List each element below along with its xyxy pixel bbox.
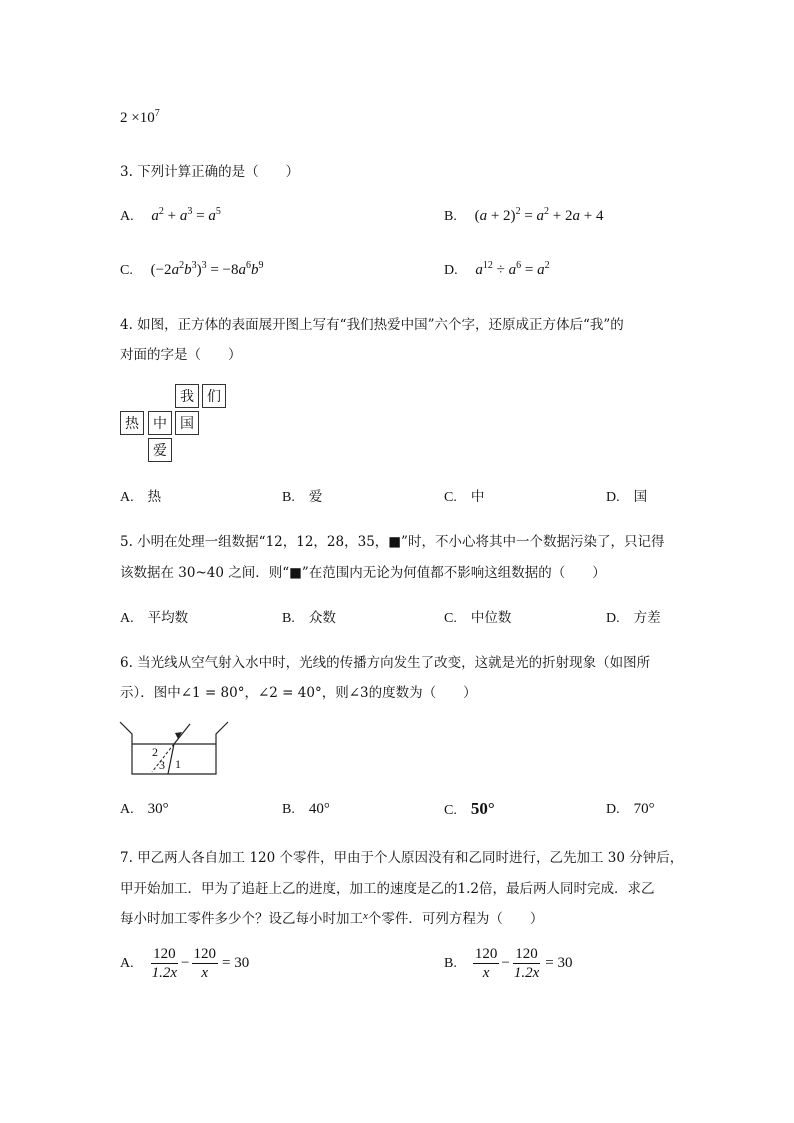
frac-denominator: x	[482, 965, 490, 981]
q6-option-a-label: A.	[120, 802, 134, 817]
fragment-base: 2	[120, 110, 128, 126]
q5-line2: 该数据在 30~40 之间．则“■”在范围内无论为何值都不影响这组数据的（ ）	[120, 565, 606, 581]
net-cell-guo: 国	[175, 411, 199, 435]
q7-line3	[120, 907, 543, 927]
q7-option-b[interactable]: B. $\frac{120}{x}$ − $\frac{120}{1.2x}$ = 30	[444, 946, 573, 981]
q3-option-d-label: D.	[444, 263, 458, 278]
q5-option-b-text: 众数	[308, 610, 336, 626]
q3-option-a-label: A.	[120, 209, 134, 224]
q5-option-c[interactable]	[444, 606, 511, 627]
q7-option-a-rhs: = 30	[222, 955, 250, 971]
net-cell-ai: 爱	[148, 438, 172, 462]
q5-option-c-text: 中位数	[470, 610, 512, 626]
q3-option-c-label: C.	[120, 263, 133, 278]
net-cell-re: 热	[120, 411, 144, 435]
net-cell-men: 们	[202, 384, 226, 408]
q4-option-b[interactable]	[282, 485, 322, 506]
q3-option-a[interactable]	[120, 208, 221, 225]
q5-option-b[interactable]	[282, 606, 336, 627]
q3-option-d[interactable]	[444, 262, 550, 279]
q4-option-b-label: B.	[282, 490, 295, 505]
net-cell-zhong: 中	[148, 411, 172, 435]
fragment-ten: 10	[139, 110, 155, 126]
q6-option-a[interactable]	[120, 801, 169, 818]
q6-line2: 示）．图中∠1 = 80°，∠2 = 40°，则∠3的度数为（ ）	[120, 685, 477, 701]
frac-numerator: 120	[515, 946, 538, 962]
q4-option-a[interactable]	[120, 485, 161, 506]
q4-line2: 对面的字是（ ）	[120, 347, 242, 363]
q3-option-a-formula: $a^2 + a^3 = a^5$	[151, 206, 221, 224]
q4-option-d[interactable]	[606, 485, 647, 506]
frac-denominator: x	[201, 965, 209, 981]
q3-option-b[interactable]	[444, 208, 603, 225]
q4-option-d-text: 国	[633, 489, 648, 505]
q6-option-c[interactable]	[444, 799, 495, 819]
refraction-figure	[118, 718, 230, 778]
q7-option-b-frac1	[473, 945, 500, 982]
q5-line1: 5. 小明在处理一组数据“12，12，28，35，■”时，不小心将其中一个数据污染了，只记得	[120, 534, 665, 550]
q5-option-d-text: 方差	[633, 610, 661, 626]
q6-option-b[interactable]	[282, 801, 330, 818]
q4-line1: 4. 如图，正方体的表面展开图上写有“我们热爱中国”六个字，还原成正方体后“我”的	[120, 317, 624, 333]
q7-option-b-frac2	[512, 945, 541, 982]
q4-option-a-label: A.	[120, 490, 134, 505]
angle-2-label: 2	[152, 745, 158, 759]
fragment-times: ×	[131, 110, 140, 126]
q4-option-c-label: C.	[444, 490, 457, 505]
q6-option-d[interactable]	[606, 801, 655, 818]
q5-option-a-label: A.	[120, 611, 134, 626]
frac-numerator: 120	[153, 946, 176, 962]
q7-option-a-frac1	[150, 945, 179, 982]
q6-line1: 6. 当光线从空气射入水中时，光线的传播方向发生了改变，这就是光的折射现象（如图所	[120, 655, 651, 671]
q6-option-d-label: D.	[606, 802, 620, 817]
q4-option-c-text: 中	[470, 489, 485, 505]
q6-option-c-label: C.	[444, 803, 457, 818]
q6-option-d-text: 70°	[633, 801, 655, 817]
q4-option-c[interactable]	[444, 485, 484, 506]
q7-option-a[interactable]: A. $\frac{120}{1.2x}$ − $\frac{120}{x}$ = 30	[120, 946, 250, 981]
previous-answer-fragment	[120, 110, 160, 127]
q5-option-a[interactable]	[120, 606, 188, 627]
q5-option-b-label: B.	[282, 611, 295, 626]
frac-numerator: 120	[474, 946, 498, 962]
q4-option-a-text: 热	[147, 489, 162, 505]
q7-option-b-label: B.	[444, 955, 457, 971]
q6-option-b-label: B.	[282, 802, 295, 817]
q5-option-d-label: D.	[606, 611, 620, 626]
q4-option-b-text: 爱	[308, 489, 323, 505]
q3-stem: 3. 下列计算正确的是（ ）	[120, 164, 300, 180]
q5-option-a-text: 平均数	[147, 610, 189, 626]
q6-option-b-text: 40°	[308, 801, 330, 817]
fragment-exponent: 7	[154, 108, 160, 119]
q7-option-b-rhs: = 30	[545, 955, 573, 971]
q4-option-d-label: D.	[606, 490, 620, 505]
q3-option-d-formula: $a^{12} \div a^6 = a^2$	[475, 260, 550, 278]
q7-option-a-label: A.	[120, 955, 134, 971]
q7-line2: 甲开始加工．甲为了追赶上乙的进度，加工的速度是乙的1.2倍，最后两人同时完成．求乙	[120, 881, 655, 897]
net-cell-wo: 我	[175, 384, 199, 408]
angle-3-label: 3	[159, 758, 165, 772]
frac-numerator: 120	[193, 946, 217, 962]
q3-option-b-label: B.	[444, 209, 457, 224]
frac-denominator: 1.2x	[513, 965, 540, 981]
q6-option-c-text: 50°	[470, 799, 495, 818]
q3-option-c-formula: $(-2a^2b^3)^3 = -8a^6b^9$	[150, 260, 264, 278]
q6-option-a-text: 30°	[147, 801, 169, 817]
q5-option-c-label: C.	[444, 611, 457, 626]
q3-option-b-formula: $(a + 2)^2 = a^2 + 2a + 4$	[474, 206, 604, 224]
q7-line1: 7. 甲乙两人各自加工 120 个零件，甲由于个人原因没有和乙同时进行，乙先加工 30 分钟后，	[120, 850, 684, 866]
frac-denominator: 1.2x	[151, 965, 178, 981]
q5-option-d[interactable]	[606, 606, 661, 627]
q7-option-a-frac2	[192, 945, 219, 982]
q7-line3-part1: 每小时加工零件多少个？设乙每小时加工	[120, 911, 363, 927]
angle-1-label: 1	[175, 757, 181, 771]
q7-variable-x: x	[363, 910, 368, 922]
q7-line3-part2: 个零件．可列方程为（ ）	[367, 911, 544, 927]
q3-option-c[interactable]	[120, 262, 263, 279]
